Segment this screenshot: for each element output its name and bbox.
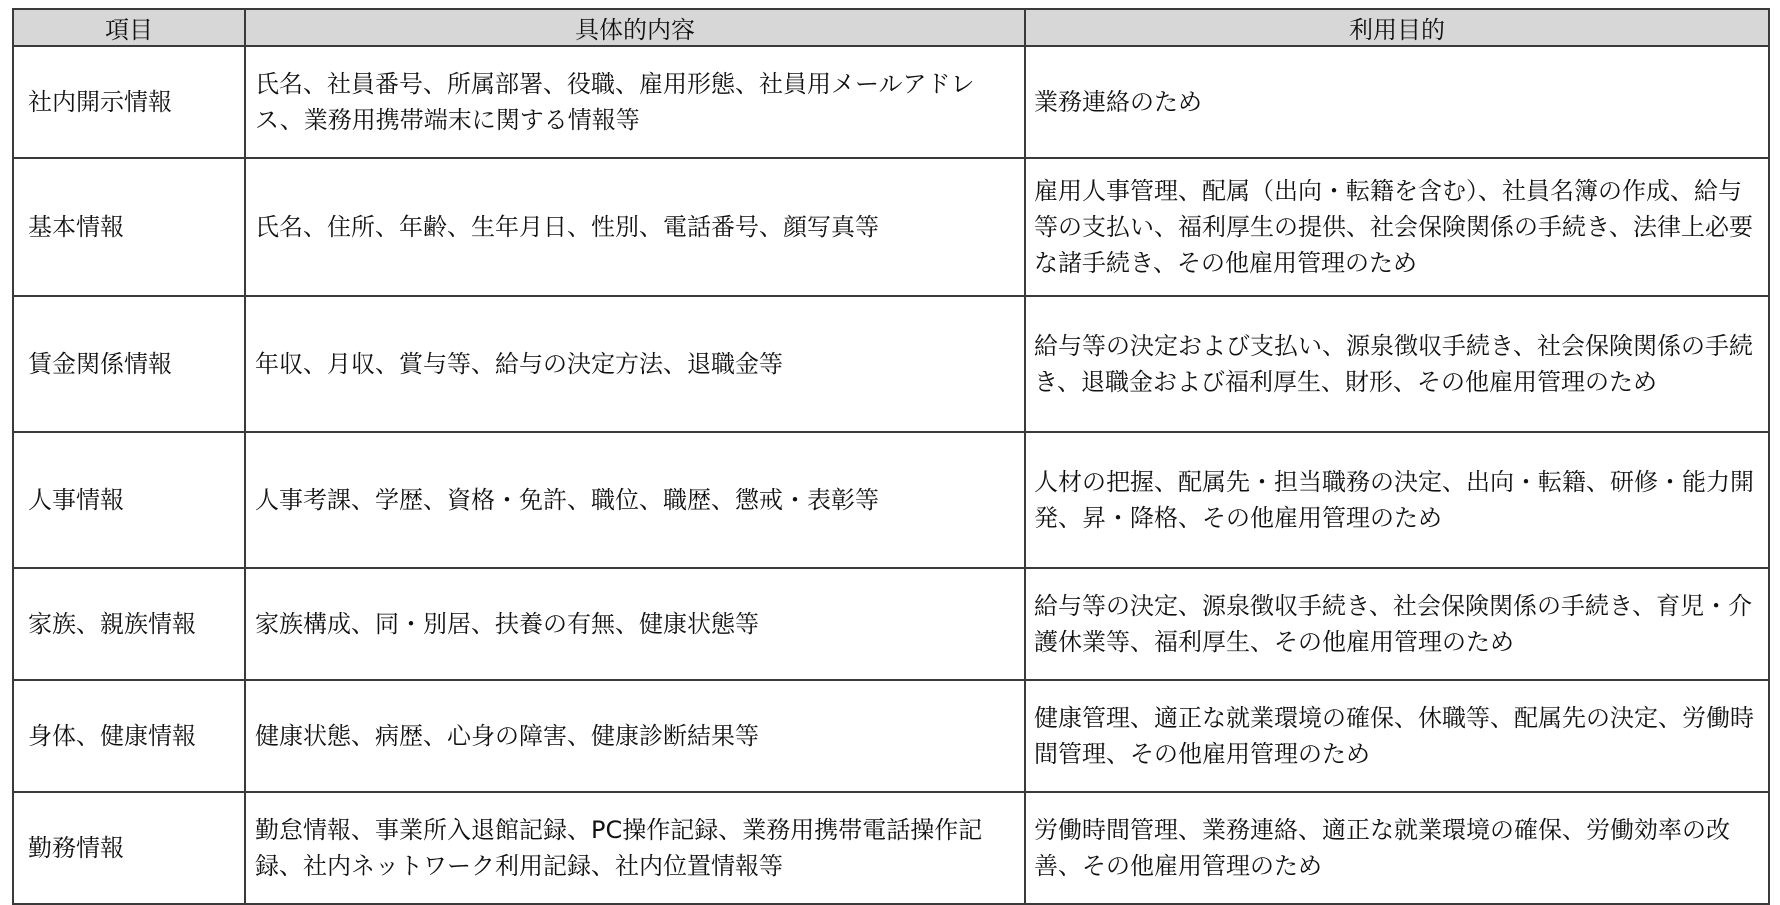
purpose-cell: 健康管理、適正な就業環境の確保、休職等、配属先の決定、労働時間管理、その他雇用管理のため	[1025, 680, 1769, 792]
category-cell: 勤務情報	[13, 792, 245, 904]
table-row	[13, 568, 1769, 680]
category-cell: 身体、健康情報	[13, 680, 245, 792]
details-cell: 勤怠情報、事業所入退館記録、PC操作記録、業務用携帯電話操作記録、社内ネットワーク利用記録、社内位置情報等	[245, 792, 1025, 904]
purpose-cell: 給与等の決定、源泉徴収手続き、社会保険関係の手続き、育児・介護休業等、福利厚生、その他雇用管理のため	[1025, 568, 1769, 680]
details-cell: 年収、月収、賞与等、給与の決定方法、退職金等	[245, 296, 1025, 432]
details-cell: 家族構成、同・別居、扶養の有無、健康状態等	[245, 568, 1025, 680]
table-header-row	[13, 9, 1769, 46]
purpose-cell: 人材の把握、配属先・担当職務の決定、出向・転籍、研修・能力開発、昇・降格、その他雇用管理のため	[1025, 432, 1769, 568]
category-cell: 賃金関係情報	[13, 296, 245, 432]
table-row	[13, 46, 1769, 158]
purpose-cell: 雇用人事管理、配属（出向・転籍を含む）、社員名簿の作成、給与等の支払い、福利厚生の提供、社会保険関係の手続き、法律上必要な諸手続き、その他雇用管理のため	[1025, 158, 1769, 296]
table-row	[13, 158, 1769, 296]
table-row	[13, 296, 1769, 432]
header-details: 具体的内容	[245, 9, 1025, 46]
table-row	[13, 680, 1769, 792]
purpose-cell: 労働時間管理、業務連絡、適正な就業環境の確保、労働効率の改善、その他雇用管理のため	[1025, 792, 1769, 904]
personal-info-table	[12, 8, 1770, 905]
details-cell: 健康状態、病歴、心身の障害、健康診断結果等	[245, 680, 1025, 792]
header-category: 項目	[13, 9, 245, 46]
category-cell: 社内開示情報	[13, 46, 245, 158]
details-cell: 氏名、住所、年齢、生年月日、性別、電話番号、顔写真等	[245, 158, 1025, 296]
category-cell: 家族、親族情報	[13, 568, 245, 680]
details-cell: 人事考課、学歴、資格・免許、職位、職歴、懲戒・表彰等	[245, 432, 1025, 568]
header-purpose: 利用目的	[1025, 9, 1769, 46]
category-cell: 基本情報	[13, 158, 245, 296]
table-row	[13, 792, 1769, 904]
purpose-cell: 給与等の決定および支払い、源泉徴収手続き、社会保険関係の手続き、退職金および福利厚生、財形、その他雇用管理のため	[1025, 296, 1769, 432]
category-cell: 人事情報	[13, 432, 245, 568]
purpose-cell: 業務連絡のため	[1025, 46, 1769, 158]
details-cell: 氏名、社員番号、所属部署、役職、雇用形態、社員用メールアドレス、業務用携帯端末に関する情報等	[245, 46, 1025, 158]
table-row	[13, 432, 1769, 568]
